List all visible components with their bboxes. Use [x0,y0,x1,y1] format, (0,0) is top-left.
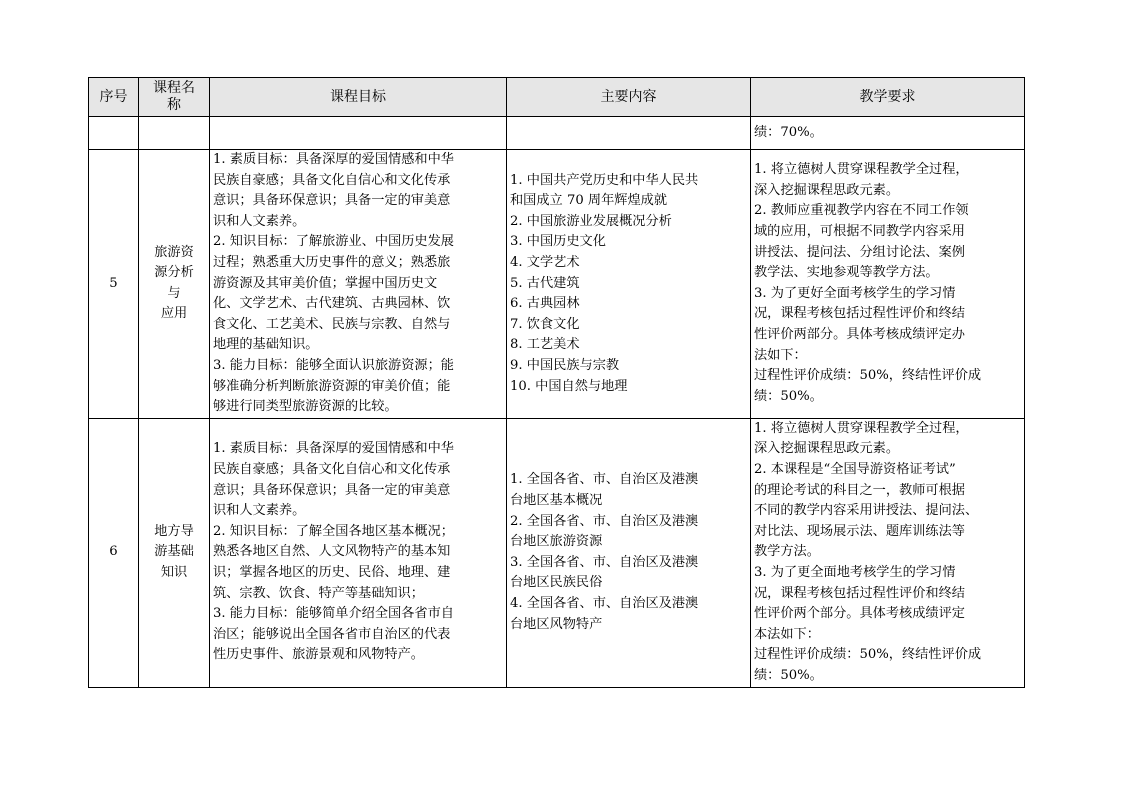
course-name-line: 旅游资 [154,244,194,260]
goals-line: 识；掌握各地区的历史、民俗、地理、建 [213,565,451,581]
goals-line: 3. 能力目标：能够全面认识旅游资源；能 [213,357,454,373]
goals-line: 食文化、工艺美术、民族与宗教、自然与 [213,316,451,332]
cell-num [89,117,139,150]
requirements-line: 域的应用，可根据不同教学内容采用 [754,224,965,240]
header-course-goals: 课程目标 [210,78,507,117]
requirements-line: 2. 本课程是“全国导游资格证考试” [754,462,956,478]
header-course-name: 课程名称 [139,78,210,117]
requirements-line: 3. 为了更好全面考核学生的学习情 [754,285,956,301]
table-header-row [89,78,1025,117]
content-line: 10. 中国自然与地理 [510,378,628,394]
header-main-content: 主要内容 [507,78,751,117]
cell-course-name [139,150,210,419]
goals-line: 治区；能够说出全国各省市自治区的代表 [213,626,451,642]
cell-num: 5 [89,150,139,419]
goals-line: 3. 能力目标：能够简单介绍全国各省市自 [213,606,454,622]
cell-goals [210,418,507,687]
header-teaching-requirements: 教学要求 [751,78,1025,117]
goals-line: 熟悉各地区自然、人文风物特产的基本知 [213,544,451,560]
requirements-line: 教学方法。 [754,544,820,560]
requirements-line: 法如下： [754,347,807,363]
content-line: 和国成立 70 周年辉煌成就 [510,193,668,209]
content-line: 2. 全国各省、市、自治区及港澳 [510,513,699,529]
requirements-line: 深入挖掘课程思政元素。 [754,182,900,198]
requirements-line: 1. 将立德树人贯穿课程教学全过程， [754,420,969,436]
goals-line: 够进行同类型旅游资源的比较。 [213,399,398,415]
goals-line: 够准确分析判断旅游资源的审美价值；能 [213,378,451,394]
content-line: 1. 全国各省、市、自治区及港澳 [510,472,699,488]
goals-line: 游资源及其审美价值；掌握中国历史文 [213,275,438,291]
cell-content [507,150,751,419]
content-line: 1. 中国共产党历史和中华人民共 [510,172,699,188]
course-name-line: 与 [167,285,181,301]
content-line: 9. 中国民族与宗教 [510,357,620,373]
course-name-line: 源分析 [154,265,194,281]
table-row-continuation [89,117,1025,150]
cell-num: 6 [89,418,139,687]
table-row [89,150,1025,419]
cell-goals [210,150,507,419]
goals-line: 识和人文素养。 [213,503,306,519]
content-line: 台地区风物特产 [510,616,603,632]
cell-goals [210,117,507,150]
course-name-line: 应用 [160,306,188,322]
requirements-line: 绩：70%。 [754,124,823,140]
requirements-line: 本法如下： [754,626,820,642]
requirements-line: 讲授法、提问法、分组讨论法、案例 [754,244,965,260]
requirements-line: 性评价两个部分。具体考核成绩评定 [754,606,965,622]
requirements-line: 对比法、现场展示法、题库训练法等 [754,523,965,539]
cell-name [139,117,210,150]
requirements-line: 深入挖掘课程思政元素。 [754,441,900,457]
requirements-line: 的理论考试的科目之一，教师可根据 [754,482,965,498]
content-line: 7. 饮食文化 [510,316,580,332]
requirements-line: 况，课程考核包括过程性评价和终结 [754,306,965,322]
requirements-line: 1. 将立德树人贯穿课程教学全过程， [754,162,969,178]
content-line: 4. 文学艺术 [510,254,580,270]
requirements-line: 过程性评价成绩：50%，终结性评价成 [754,368,982,384]
content-line: 3. 中国历史文化 [510,234,606,250]
goals-line: 2. 知识目标：了解旅游业、中国历史发展 [213,234,454,250]
course-name-line: 知识 [160,565,188,581]
requirements-line: 3. 为了更全面地考核学生的学习情 [754,565,956,581]
goals-line: 意识；具备环保意识；具备一定的审美意 [213,193,451,209]
content-line: 6. 古典园林 [510,296,580,312]
goals-line: 1. 素质目标：具备深厚的爱国情感和中华 [213,152,454,167]
goals-line: 民族自豪感；具备文化自信心和文化传承 [213,172,451,188]
content-line: 5. 古代建筑 [510,275,580,291]
goals-line: 筑、宗教、饮食、特产等基础知识； [213,585,424,601]
course-name-line: 游基础 [154,544,194,560]
cell-requirements [751,418,1025,687]
content-line: 4. 全国各省、市、自治区及港澳 [510,595,699,611]
goals-line: 性历史事件、旅游景观和风物特产。 [213,647,424,663]
goals-line: 2. 知识目标：了解全国各地区基本概况； [213,523,454,539]
content-line: 3. 全国各省、市、自治区及港澳 [510,554,699,570]
header-seq: 序号 [89,78,139,117]
content-line: 台地区民族民俗 [510,575,603,591]
requirements-line: 过程性评价成绩：50%，终结性评价成 [754,647,982,663]
cell-requirements [751,117,1025,150]
goals-line: 民族自豪感；具备文化自信心和文化传承 [213,462,451,478]
content-line: 2. 中国旅游业发展概况分析 [510,213,672,229]
requirements-line: 不同的教学内容采用讲授法、提问法、 [754,503,979,519]
requirements-line: 性评价两部分。具体考核成绩评定办 [754,327,965,343]
cell-requirements [751,150,1025,419]
course-table [88,77,1025,688]
table-row [89,418,1025,687]
content-line: 台地区基本概况 [510,492,603,508]
requirements-line: 况，课程考核包括过程性评价和终结 [754,585,965,601]
cell-course-name [139,418,210,687]
content-line: 8. 工艺美术 [510,337,580,353]
goals-line: 过程；熟悉重大历史事件的意义；熟悉旅 [213,254,451,270]
goals-line: 意识；具备环保意识；具备一定的审美意 [213,482,451,498]
goals-line: 化、文学艺术、古代建筑、古典园林、饮 [213,296,451,312]
goals-line: 识和人文素养。 [213,213,306,229]
goals-line: 1. 素质目标：具备深厚的爱国情感和中华 [213,441,454,457]
cell-content [507,117,751,150]
goals-line: 地理的基础知识。 [213,337,319,353]
content-line: 台地区旅游资源 [510,534,603,550]
requirements-line: 2. 教师应重视教学内容在不同工作领 [754,203,969,219]
cell-content [507,418,751,687]
requirements-line: 绩：50%。 [754,388,823,404]
requirements-line: 教学法、实地参观等教学方法。 [754,265,939,281]
course-name-line: 地方导 [154,523,194,539]
requirements-line: 绩：50%。 [754,667,823,683]
